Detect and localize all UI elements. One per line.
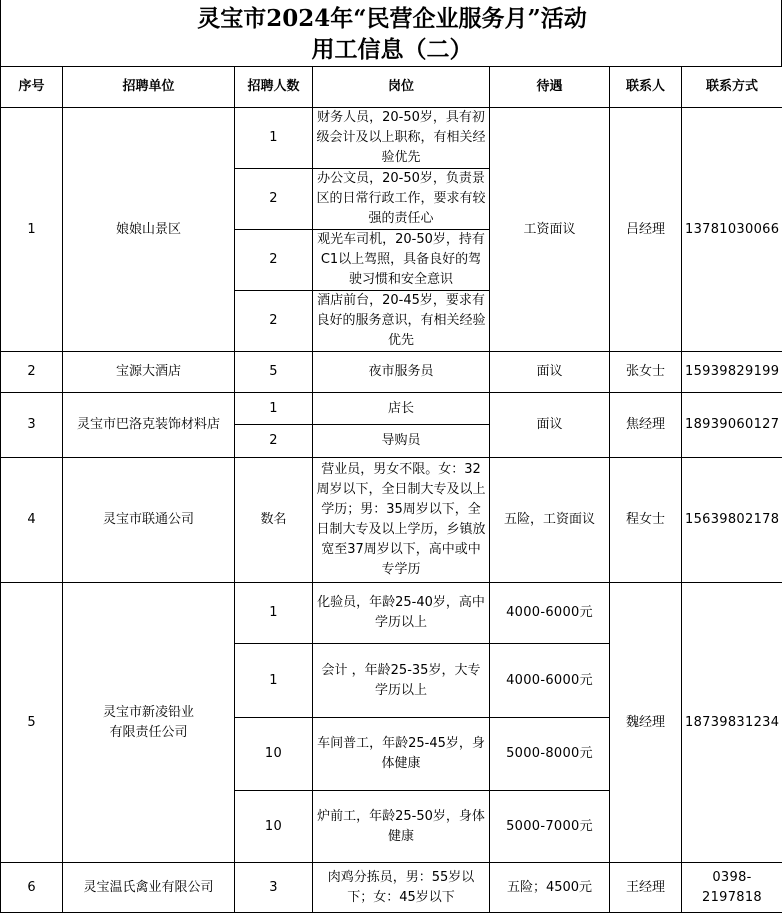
table-row [1,108,782,169]
hire-count: 数名 [235,458,313,583]
position-desc: 财务人员，20-50岁，具有初级会计及以上职称，有相关经验优先 [313,108,490,169]
company-name: 灵宝温氏禽业有限公司 [63,863,235,913]
position-desc: 营业员，男女不限。女：32周岁以下，全日制大专及以上学历；男：35周岁以下，全日制大专及以上学历，乡镇放宽至37周岁以下，高中或中专学历 [313,458,490,583]
title-line-2: 用工信息（二） [311,36,473,63]
row-index: 3 [1,393,63,458]
hire-count: 2 [235,425,313,458]
header-position: 岗位 [313,67,490,108]
position-desc: 肉鸡分拣员，男：55岁以下；女：45岁以下 [313,863,490,913]
position-desc: 夜市服务员 [313,352,490,393]
table-row [1,352,782,393]
contact-person: 程女士 [610,458,682,583]
position-desc: 炉前工，年龄25-50岁，身体健康 [313,791,490,863]
contact-person: 焦经理 [610,393,682,458]
hire-count: 1 [235,393,313,425]
position-desc: 导购员 [313,425,490,458]
table-row [1,458,782,583]
hire-count: 5 [235,352,313,393]
salary: 面议 [490,352,610,393]
table-row [1,393,782,425]
phone-number: 18739831234 [682,583,782,863]
salary: 五险；4500元 [490,863,610,913]
table-row [1,583,782,644]
company-name: 灵宝市巴洛克装饰材料店 [63,393,235,458]
hire-count: 10 [235,718,313,791]
row-index: 4 [1,458,63,583]
position-desc: 化验员，年龄25-40岁，高中学历以上 [313,583,490,644]
hire-count: 1 [235,583,313,644]
position-desc: 会计 ，年龄25-35岁，大专学历以上 [313,644,490,718]
company-name [63,583,235,863]
contact-person: 吕经理 [610,108,682,352]
phone-number: 18939060127 [682,393,782,458]
company-name-line-2: 有限责任公司 [109,724,188,740]
salary: 4000-6000元 [490,583,610,644]
contact-person: 王经理 [610,863,682,913]
phone-number: 15639802178 [682,458,782,583]
header-company: 招聘单位 [63,67,235,108]
hire-count: 2 [235,169,313,230]
row-index: 6 [1,863,63,913]
header-salary: 待遇 [490,67,610,108]
hire-count: 2 [235,291,313,352]
salary: 5000-8000元 [490,718,610,791]
salary: 5000-7000元 [490,791,610,863]
position-desc: 酒店前台，20-45岁，要求有良好的服务意识，有相关经验优先 [313,291,490,352]
company-name: 娘娘山景区 [63,108,235,352]
contact-person: 魏经理 [610,583,682,863]
salary: 面议 [490,393,610,458]
job-table [0,66,782,913]
row-index: 1 [1,108,63,352]
phone-number: 0398-2197818 [682,863,782,913]
hire-count: 10 [235,791,313,863]
company-name: 灵宝市联通公司 [63,458,235,583]
header-contact: 联系人 [610,67,682,108]
contact-person: 张女士 [610,352,682,393]
salary: 工资面议 [490,108,610,352]
row-index: 2 [1,352,63,393]
position-desc: 观光车司机，20-50岁，持有C1以上驾照，具备良好的驾驶习惯和安全意识 [313,230,490,291]
hire-count: 2 [235,230,313,291]
header-row [1,67,782,108]
position-desc: 店长 [313,393,490,425]
header-phone: 联系方式 [682,67,782,108]
row-index: 5 [1,583,63,863]
table-row [1,863,782,913]
position-desc: 办公文员，20-50岁，负责景区的日常行政工作，要求有较强的责任心 [313,169,490,230]
company-name: 宝源大酒店 [63,352,235,393]
salary: 4000-6000元 [490,644,610,718]
header-count: 招聘人数 [235,67,313,108]
title-line-1: 灵宝市2024年“民营企业服务月”活动 [197,5,587,32]
hire-count: 1 [235,108,313,169]
header-index: 序号 [1,67,63,108]
company-name-line-1: 灵宝市新凌铅业 [102,704,194,720]
phone-number: 13781030066 [682,108,782,352]
hire-count: 3 [235,863,313,913]
document-title [0,0,782,66]
phone-number: 15939829199 [682,352,782,393]
position-desc: 车间普工，年龄25-45岁，身体健康 [313,718,490,791]
salary: 五险，工资面议 [490,458,610,583]
hire-count: 1 [235,644,313,718]
